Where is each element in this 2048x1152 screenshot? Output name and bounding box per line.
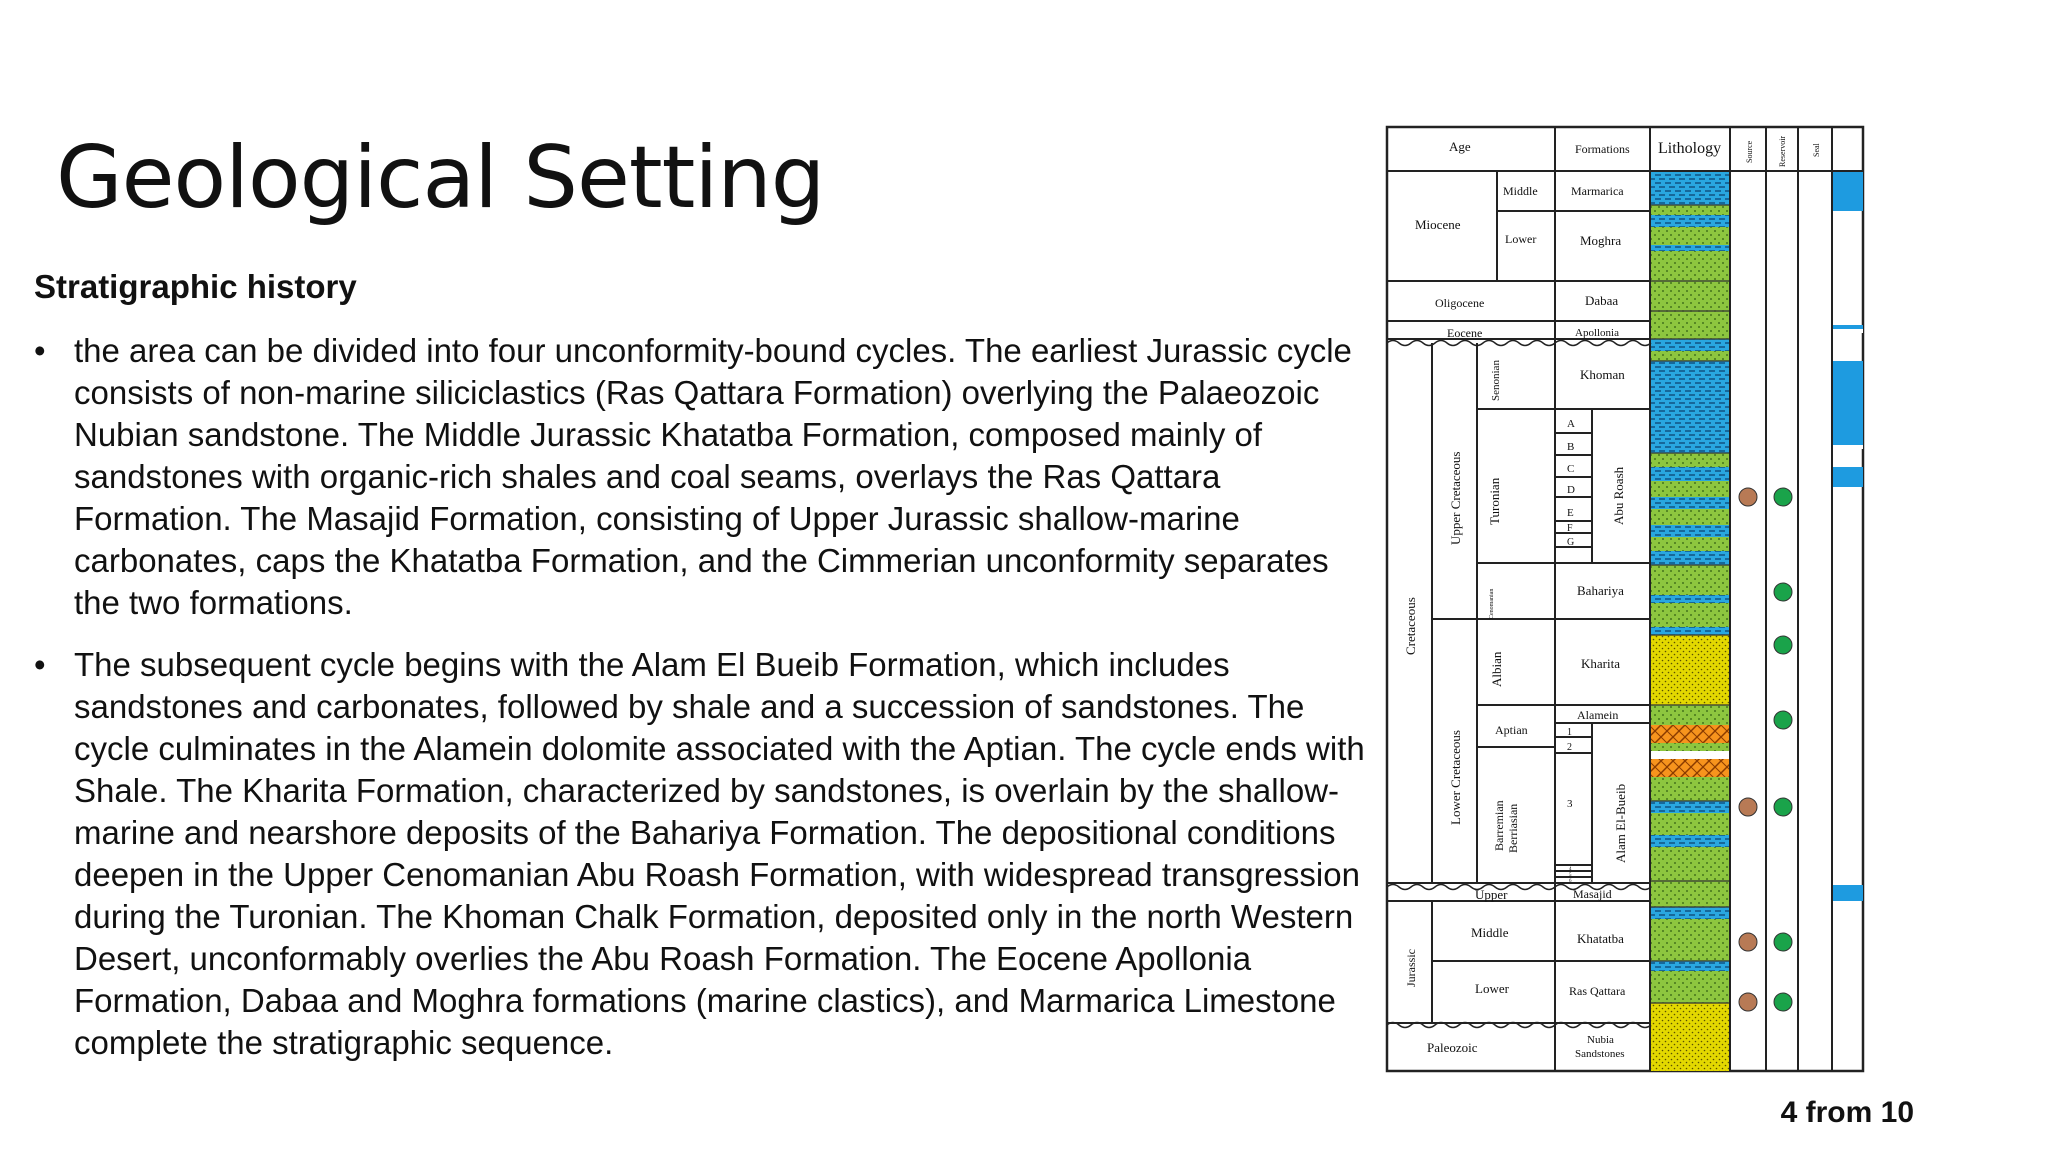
formation-kharita: Kharita [1581, 656, 1620, 671]
member-5: 5 [1569, 873, 1572, 878]
member-d: D [1567, 484, 1575, 496]
header-reservoir: Reservoir [1778, 135, 1787, 167]
reservoir-marker [1774, 933, 1792, 951]
member-4: 4 [1569, 867, 1572, 872]
formation-marmarica: Marmarica [1571, 184, 1624, 198]
age-jurassic-upper: Upper [1475, 887, 1508, 902]
member-b: B [1567, 441, 1575, 453]
member-f: F [1567, 523, 1573, 534]
reservoir-marker [1774, 798, 1792, 816]
formation-ras-qattara: Ras Qattara [1569, 984, 1626, 998]
header-formations: Formations [1575, 142, 1630, 156]
formation-alam-el-bueib: Alam El-Bueib [1613, 783, 1628, 863]
reservoir-marker [1774, 583, 1792, 601]
source-marker [1739, 488, 1757, 506]
formation-apollonia: Apollonia [1575, 327, 1619, 339]
member-6: 6 [1569, 879, 1572, 884]
age-cretaceous: Cretaceous [1403, 597, 1418, 655]
formation-nubia: Nubia [1587, 1034, 1614, 1046]
member-3: 3 [1567, 798, 1573, 810]
formation-masajid: Masajid [1573, 887, 1612, 901]
stratigraphic-column [1385, 125, 1865, 1080]
formation-abu-roash: Abu Roash [1611, 466, 1626, 525]
age-upper-cretaceous: Upper Cretaceous [1448, 451, 1463, 545]
formation-khoman: Khoman [1580, 367, 1625, 382]
age-oligocene: Oligocene [1435, 296, 1485, 310]
lithology-column [1650, 171, 1730, 1071]
age-senonian: Senonian [1490, 360, 1502, 401]
age-eocene: Eocene [1447, 326, 1483, 340]
bullet-item: • The subsequent cycle begins with the Alam El Bueib Formation, which includes sandstones and carbonates, followed by shale and a succession of sandstones. The cycle culminates in the Alamein dolomite associated with the Aptian. The cycle ends with Shale. The Kharita Formation, characterized by sandstones, is overlain by the shallow-marine and nearshore deposits of the Bahariya Formation. The depositional conditions deepen in the Upper Cenomanian Abu Roash Formation, with widespread transgression during the Turonian. The Khoman Chalk Formation, deposited only in the north Western Desert, unconformably overlies the Abu Roash Formation. The Eocene Apollonia Formation, Dabaa and Moghra formations (marine clastics), and Marmarica Limestone complete the stratigraphic sequence. [34, 644, 1369, 1064]
member-e: E [1567, 507, 1574, 519]
bullet-item: • the area can be divided into four unconformity-bound cycles. The earliest Jurassic cycle consists of non-marine siliciclastics (Ras Qattara Formation) overlying the Palaeozoic Nubian sandstone. The Middle Jurassic Khatatba Formation, composed mainly of sandstones with organic-rich shales and coal seams, overlays the Ras Qattara Formation. The Masajid Formation, consisting of Upper Jurassic shallow-marine carbonates, caps the Khatatba Formation, and the Cimmerian unconformity separates the two formations. [34, 330, 1369, 624]
header-age: Age [1449, 139, 1471, 154]
stratigraphic-column-svg [1385, 125, 1865, 1075]
member-g: G [1567, 537, 1575, 548]
formation-alamein: Alamein [1577, 708, 1619, 722]
age-albian: Albian [1489, 651, 1504, 687]
age-turonian: Turonian [1487, 477, 1502, 525]
slide-title: Geological Setting [56, 128, 825, 228]
section-subheading: Stratigraphic history [34, 268, 357, 305]
age-miocene-middle: Middle [1503, 184, 1538, 198]
page-number: 4 from 10 [1780, 1096, 1914, 1129]
formation-dabaa: Dabaa [1585, 293, 1619, 308]
age-jurassic-lower: Lower [1475, 981, 1509, 996]
formation-sandstones: Sandstones [1575, 1048, 1625, 1060]
formation-khatatba: Khatatba [1577, 931, 1624, 946]
bullet-list [34, 330, 1369, 1084]
source-marker [1739, 798, 1757, 816]
source-marker [1739, 993, 1757, 1011]
member-2: 2 [1567, 742, 1572, 753]
age-miocene: Miocene [1415, 217, 1461, 232]
member-1: 1 [1567, 727, 1572, 738]
formation-bahariya: Bahariya [1577, 583, 1624, 598]
age-berriasian: Berriasian [1506, 803, 1520, 853]
age-aptian: Aptian [1495, 723, 1528, 737]
header-seal: Seal [1812, 143, 1821, 157]
reservoir-marker [1774, 711, 1792, 729]
age-miocene-lower: Lower [1505, 232, 1537, 246]
member-c: C [1567, 463, 1575, 475]
age-cenomanian: Cenomanian [1489, 588, 1495, 619]
source-marker [1739, 933, 1757, 951]
age-barremian: Barremian [1492, 800, 1506, 851]
age-jurassic: Jurassic [1404, 949, 1418, 987]
age-paleozoic: Paleozoic [1427, 1040, 1478, 1055]
reservoir-marker [1774, 488, 1792, 506]
header-source: Source [1745, 140, 1754, 163]
reservoir-marker [1774, 993, 1792, 1011]
age-jurassic-middle: Middle [1471, 925, 1509, 940]
formation-moghra: Moghra [1580, 233, 1622, 248]
member-a: A [1567, 418, 1575, 430]
header-lithology: Lithology [1658, 140, 1722, 157]
reservoir-marker [1774, 636, 1792, 654]
age-lower-cretaceous: Lower Cretaceous [1448, 730, 1463, 825]
